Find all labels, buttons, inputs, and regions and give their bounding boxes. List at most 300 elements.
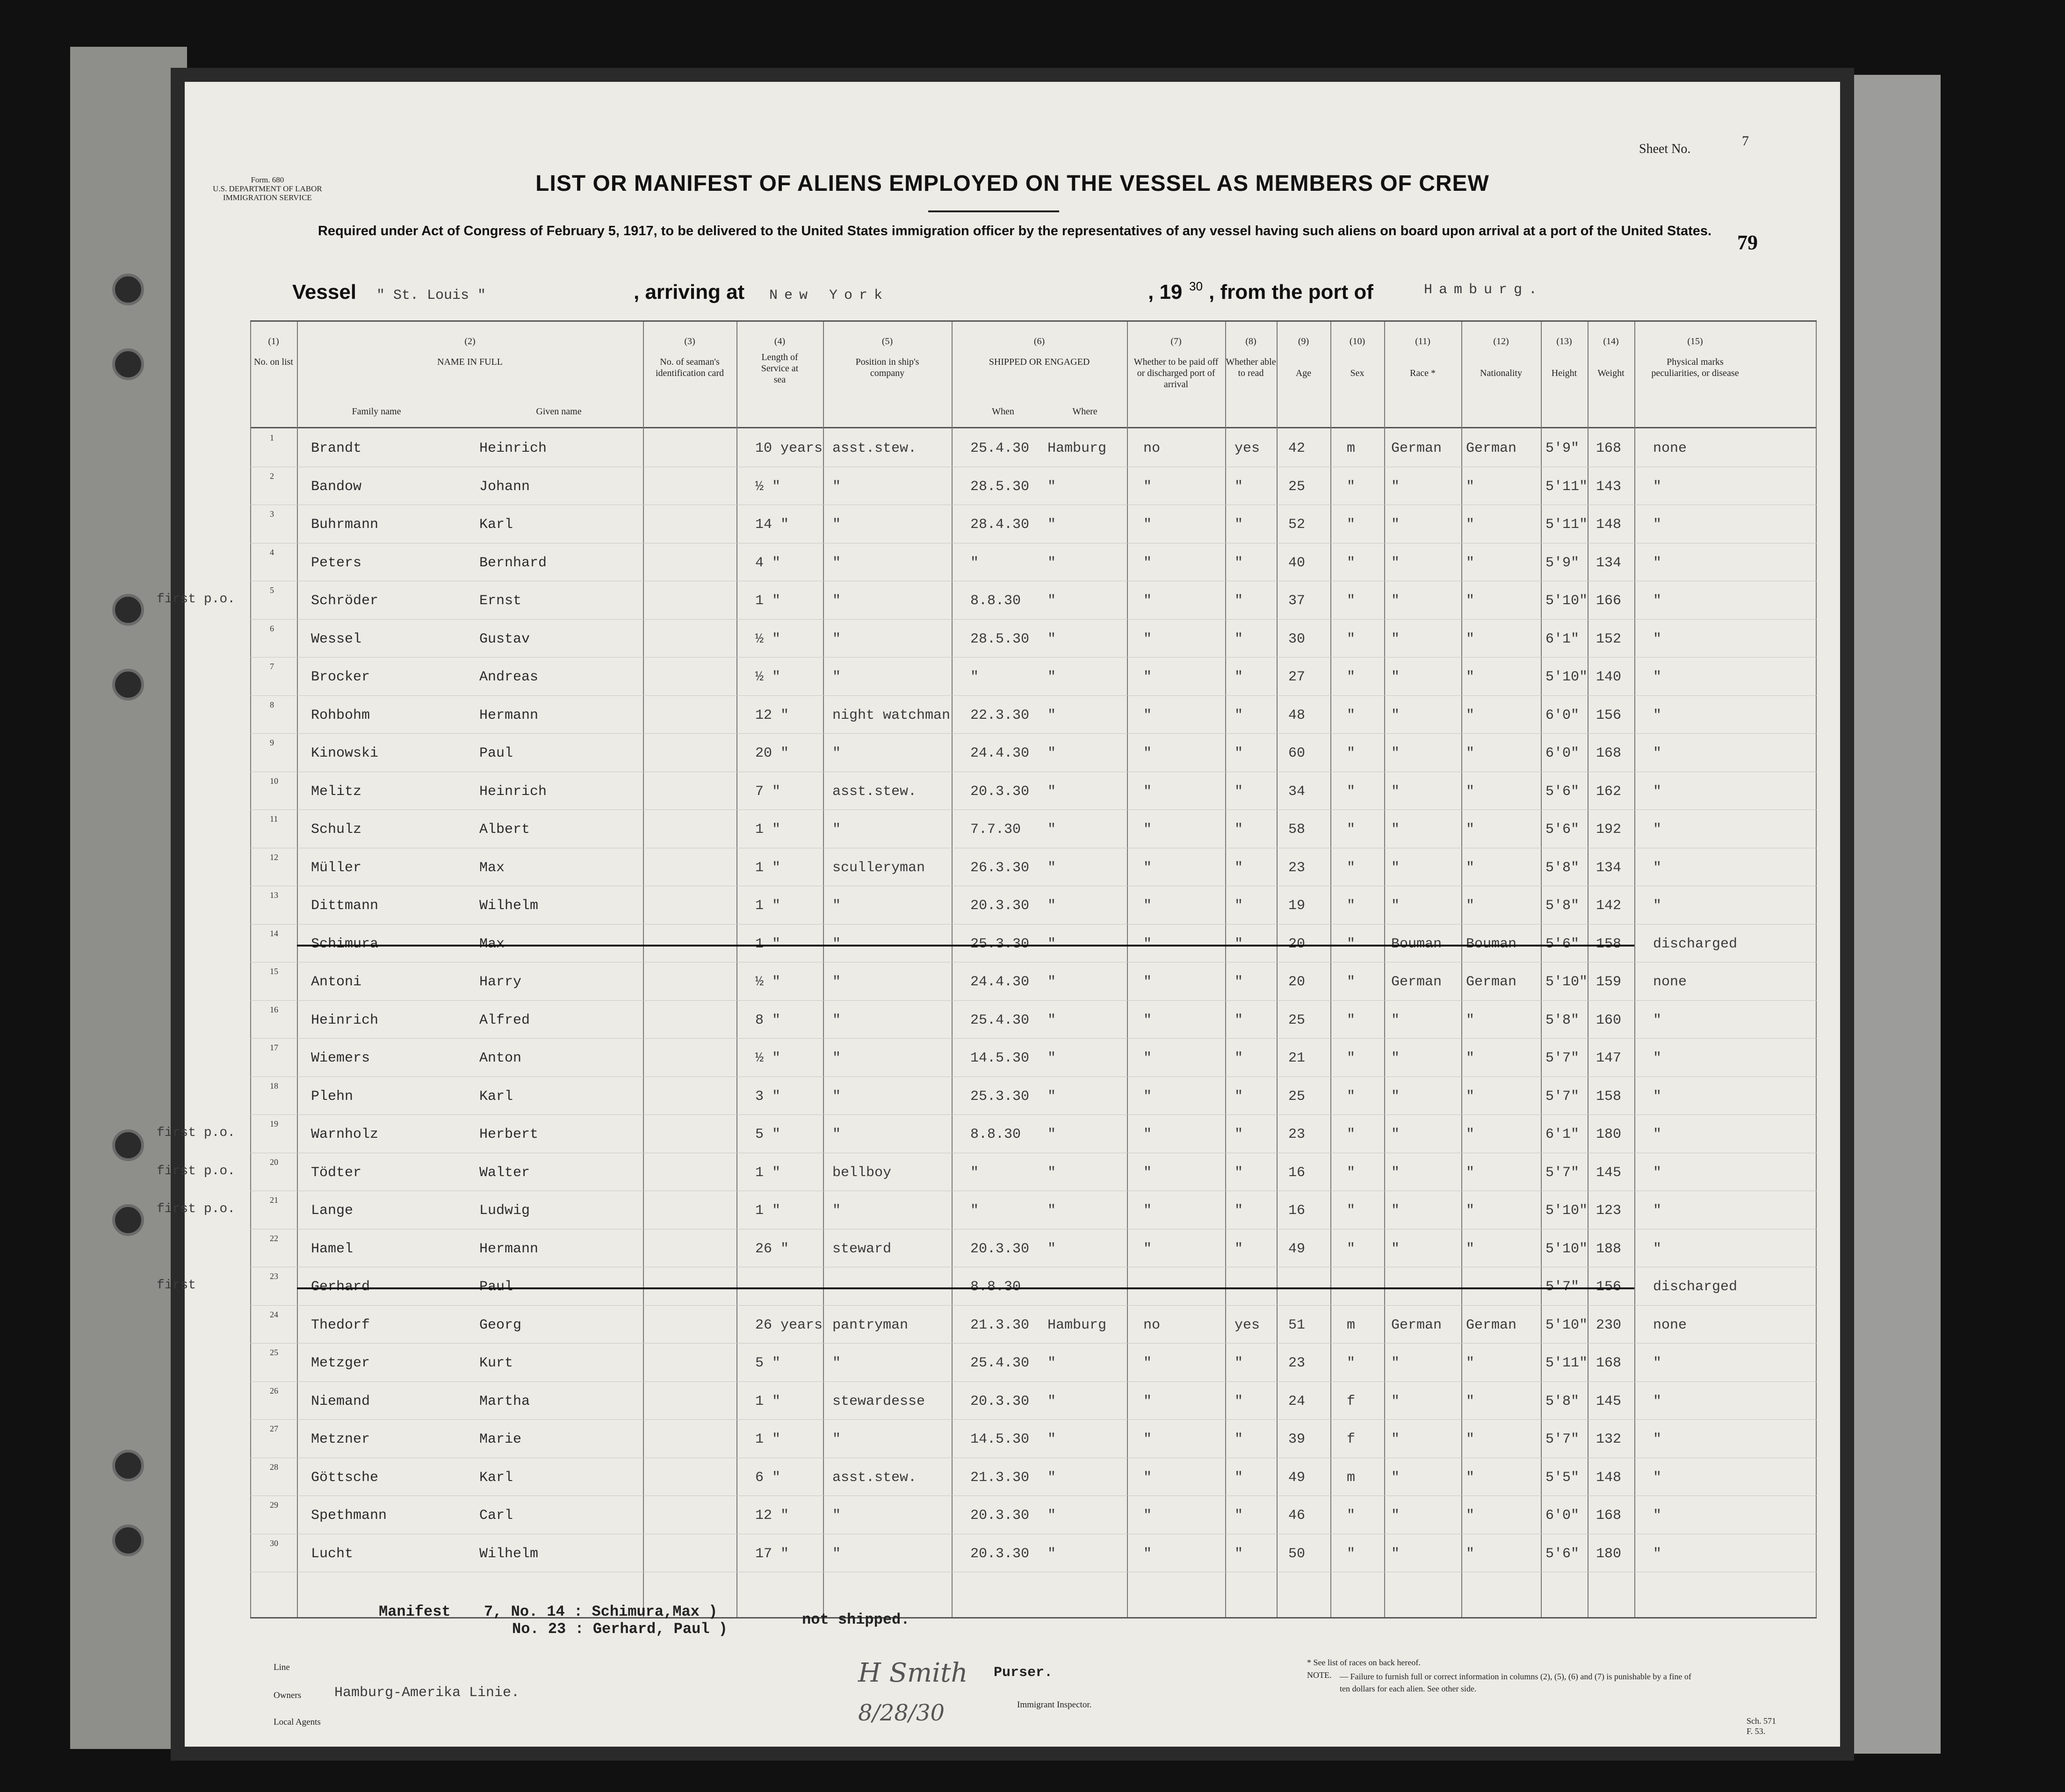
height: 5'6" [1545,936,1580,952]
row-number: 14 [270,928,278,938]
shipped-when: 28.5.30 [970,631,1030,647]
position: asst.stew. [832,441,917,456]
race: Bouman [1391,936,1442,952]
nationality: " [1466,1127,1475,1142]
given-name: Wilhelm [479,898,539,914]
race: " [1391,1164,1400,1181]
from-label: , from the port of [1209,281,1373,303]
weight: 148 [1596,517,1622,533]
inspector-label: Immigrant Inspector. [1017,1700,1092,1710]
physical-marks: " [1653,1431,1662,1447]
given-name: Andreas [479,669,539,685]
shipped-when: 25.4.30 [970,1355,1030,1371]
service-length: 1 " [755,1164,781,1181]
physical-marks: " [1653,745,1662,761]
shipped-where: " [1047,1355,1056,1371]
service-length: 26 years [755,1317,823,1333]
paid-off: " [1143,936,1152,952]
table-row [157,1154,1817,1192]
col-header-weight: (14) Weight [1597,336,1625,378]
service-length: ½ " [755,631,781,647]
sex: " [1347,1012,1356,1028]
nationality: Bouman [1466,936,1517,952]
shipped-where: " [1047,936,1056,952]
race: " [1391,631,1400,647]
shipped-when: 20.3.30 [970,1546,1030,1562]
paid-off: " [1143,1431,1152,1447]
position: " [832,593,841,609]
table-row [250,468,1817,506]
service-length: 5 " [755,1127,781,1142]
form-code: F. 53. [1747,1727,1766,1736]
shipped-when: 26.3.30 [970,860,1030,876]
margin-note: first p.o. [157,1163,236,1178]
family-name: Tödter [311,1164,362,1181]
shipped-where: " [1047,783,1056,800]
nationality: " [1466,555,1475,571]
row-rule [250,1038,1817,1039]
margin-note: first p.o. [157,1202,236,1216]
shipped-where: " [1047,1546,1056,1562]
physical-marks: none [1653,974,1687,990]
table-row [250,1001,1817,1040]
row-rule [250,924,1817,925]
family-name: Lucht [311,1546,354,1562]
shipped-when: 25.3.30 [970,1088,1030,1105]
shipped-when: 14.5.30 [970,1050,1030,1066]
able-to-read: " [1235,974,1243,990]
able-to-read: " [1235,1508,1243,1524]
sheet-number: 7 [1742,133,1749,149]
service-length: 14 " [755,517,789,533]
paid-off: " [1143,1393,1152,1409]
header-rule [250,427,1817,428]
height: 5'8" [1545,898,1580,914]
family-name: Thedorf [311,1317,370,1333]
row-number: 9 [270,738,274,747]
paid-off: " [1143,1050,1152,1066]
shipped-where: " [1047,1203,1056,1219]
height: 5'9" [1545,555,1580,571]
position: asst.stew. [832,783,917,800]
paid-off: " [1143,1164,1152,1181]
margin-note: first p.o. [157,1126,236,1140]
sex: m [1347,1317,1356,1333]
able-to-read: " [1235,631,1243,647]
able-to-read: " [1235,1469,1243,1486]
age: 23 [1288,1355,1306,1371]
given-name: Paul [479,745,513,761]
shipped-where: " [1047,1012,1056,1028]
height: 5'6" [1545,783,1580,800]
service-length: 20 " [755,745,789,761]
age: 21 [1288,1050,1306,1066]
age: 27 [1288,669,1306,685]
height: 5'10" [1545,974,1588,990]
sex: m [1347,441,1356,456]
paid-off: no [1143,441,1161,456]
physical-marks: " [1653,1546,1662,1562]
manifest-note-status: not shipped. [802,1611,910,1628]
age: 16 [1288,1164,1306,1181]
age: 16 [1288,1203,1306,1219]
schedule-number: Sch. 571 [1747,1716,1776,1726]
manifest-note-line2: No. 23 : Gerhard, Paul ) [512,1620,728,1638]
height: 5'6" [1545,822,1580,838]
height: 5'7" [1545,1050,1580,1066]
height: 5'6" [1545,1546,1580,1562]
nationality: " [1466,783,1475,800]
paid-off: " [1143,478,1152,495]
given-name: Anton [479,1050,522,1066]
row-number: 3 [270,509,274,519]
nationality: " [1466,478,1475,495]
shipped-where: " [1047,1241,1056,1257]
row-number: 16 [270,1004,278,1014]
race: German [1391,1317,1442,1333]
able-to-read: " [1235,478,1243,495]
physical-marks: " [1653,822,1662,838]
nationality: " [1466,1050,1475,1066]
page-subtitle: Required under Act of Congress of February 5, 1917, to be delivered to the United States immigration officer by the representatives of any vessel having such aliens on board upon arrival at a port of the United States. [318,224,1712,238]
height: 6'0" [1545,745,1580,761]
service-length: 12 " [755,707,789,723]
paid-off: " [1143,517,1152,533]
sex: " [1347,860,1356,876]
row-number: 8 [270,700,274,709]
col-header-sex: (10) Sex [1349,336,1365,378]
sex: " [1347,783,1356,800]
position: " [832,898,841,914]
position: " [832,478,841,495]
row-number: 30 [270,1538,278,1548]
weight: 168 [1596,745,1622,761]
height: 5'5" [1545,1469,1580,1486]
nationality: " [1466,1164,1475,1181]
family-name: Lange [311,1203,354,1219]
service-length: 1 " [755,593,781,609]
weight: 152 [1596,631,1622,647]
family-name: Metzner [311,1431,370,1447]
nationality: " [1466,1393,1475,1409]
shipped-when: 21.3.30 [970,1469,1030,1486]
nationality: German [1466,974,1517,990]
arriving-label: , arriving at [634,281,745,303]
given-name: Ernst [479,593,522,609]
given-name: Heinrich [479,441,547,456]
sex: " [1347,1050,1356,1066]
shipped-when: 20.3.30 [970,898,1030,914]
position: " [832,1012,841,1028]
col-header-nationality: (12) Nationality [1480,336,1522,378]
nationality: " [1466,745,1475,761]
col-header-height: (13) Height [1551,336,1577,378]
family-name: Melitz [311,783,362,800]
nationality: " [1466,593,1475,609]
physical-marks: " [1653,1127,1662,1142]
race: " [1391,1203,1400,1219]
shipped-where: " [1047,860,1056,876]
race: " [1391,1050,1400,1066]
race: " [1391,822,1400,838]
sex: " [1347,745,1356,761]
note-text: — Failure to furnish full or correct information in columns (2), (5), (6) and (7) is punishable by a fine of ten dollars for each alien. See other side. [1340,1672,1691,1693]
able-to-read: " [1235,898,1243,914]
able-to-read: yes [1235,441,1260,456]
age: 42 [1288,441,1306,456]
family-name: Brocker [311,669,370,685]
nationality: German [1466,1317,1517,1333]
race: " [1391,707,1400,723]
height: 5'11" [1545,1355,1588,1371]
shipped-where: " [1047,1127,1056,1142]
given-name: Paul [479,1279,513,1295]
race: " [1391,669,1400,685]
able-to-read: " [1235,822,1243,838]
physical-marks: " [1653,1203,1662,1219]
race: " [1391,555,1400,571]
sex: " [1347,1203,1356,1219]
position: " [832,1508,841,1524]
paid-off: " [1143,1088,1152,1105]
manifest-sheet [157,82,1840,1747]
position: " [832,1088,841,1105]
able-to-read: " [1235,1431,1243,1447]
able-to-read: " [1235,936,1243,952]
able-to-read: " [1235,517,1243,533]
row-number: 18 [270,1081,278,1091]
nationality: " [1466,669,1475,685]
shipped-where: " [1047,631,1056,647]
sex: " [1347,669,1356,685]
race: " [1391,898,1400,914]
table-row [157,1115,1817,1154]
age: 49 [1288,1469,1306,1486]
weight: 159 [1596,974,1622,990]
physical-marks: " [1653,1508,1662,1524]
position: steward [832,1241,892,1257]
nationality: German [1466,441,1517,456]
able-to-read: " [1235,745,1243,761]
service-length: 1 " [755,1431,781,1447]
nationality: " [1466,1241,1475,1257]
height: 5'10" [1545,1241,1588,1257]
shipped-when: 28.5.30 [970,478,1030,495]
paid-off: " [1143,1241,1152,1257]
height: 5'10" [1545,669,1588,685]
height: 5'10" [1545,1317,1588,1333]
age: 23 [1288,1127,1306,1142]
family-name: Plehn [311,1088,354,1105]
race: " [1391,478,1400,495]
margin-note: first p.o. [157,592,236,607]
shipped-when: 24.4.30 [970,745,1030,761]
form-service: IMMIGRATION SERVICE [223,193,312,202]
service-length: 3 " [755,1088,781,1105]
sex: " [1347,1164,1356,1181]
race: German [1391,441,1442,456]
nationality: " [1466,1012,1475,1028]
age: 19 [1288,898,1306,914]
age: 48 [1288,707,1306,723]
sex: " [1347,822,1356,838]
able-to-read: " [1235,593,1243,609]
page-title: LIST OR MANIFEST OF ALIENS EMPLOYED ON THE VESSEL AS MEMBERS OF CREW [535,171,1489,196]
table-row [250,963,1817,1001]
binder-hole [112,274,144,305]
service-length: ½ " [755,669,781,685]
weight: 142 [1596,898,1622,914]
arriving-port: New York [769,288,889,303]
given-name: Wilhelm [479,1546,539,1562]
given-name: Georg [479,1317,522,1333]
family-name: Müller [311,860,362,876]
physical-marks: discharged [1653,1279,1738,1295]
sex: " [1347,707,1356,723]
service-length: 17 " [755,1546,789,1562]
age: 52 [1288,517,1306,533]
service-length: ½ " [755,478,781,495]
row-number: 27 [270,1424,278,1433]
row-number: 29 [270,1500,278,1510]
shipped-where: " [1047,974,1056,990]
position: asst.stew. [832,1469,917,1486]
weight: 180 [1596,1127,1622,1142]
table-row [250,1496,1817,1535]
age: 20 [1288,974,1306,990]
table-row [250,544,1817,582]
weight: 162 [1596,783,1622,800]
age: 39 [1288,1431,1306,1447]
race: " [1391,1355,1400,1371]
col-header-race: (11) Race * [1410,336,1436,378]
able-to-read: " [1235,707,1243,723]
nationality: " [1466,898,1475,914]
age: 50 [1288,1546,1306,1562]
service-length: 5 " [755,1355,781,1371]
owners-value: Hamburg-Amerika Linie. [334,1685,520,1701]
row-rule [250,1000,1817,1001]
year-prefix: , 19 [1148,281,1183,303]
family-name: Wessel [311,631,362,647]
binder-hole [112,594,144,626]
given-name: Max [479,860,505,876]
row-rule [250,695,1817,696]
height: 5'8" [1545,860,1580,876]
crew-table [157,320,1817,1619]
physical-marks: " [1653,1241,1662,1257]
position: pantryman [832,1317,909,1333]
weight: 158 [1596,1088,1622,1105]
shipped-when: 8.8.30 [970,593,1021,609]
shipped-where: " [1047,555,1056,571]
height: 5'7" [1545,1088,1580,1105]
age: 30 [1288,631,1306,647]
given-name: Walter [479,1164,530,1181]
shipped-where: " [1047,822,1056,838]
family-name: Kinowski [311,745,379,761]
col-header-list-no: (1) No. on list [254,336,293,367]
shipped-when: 25.4.30 [970,1012,1030,1028]
given-name: Ludwig [479,1203,530,1219]
physical-marks: " [1653,669,1662,685]
family-name: Göttsche [311,1469,379,1486]
row-number: 6 [270,623,274,633]
height: 5'10" [1545,593,1588,609]
height: 6'1" [1545,631,1580,647]
height: 5'10" [1545,1203,1588,1219]
table-row [250,1344,1817,1382]
shipped-when: 8.8.30 [970,1279,1021,1295]
service-length: 1 " [755,1203,781,1219]
paid-off: " [1143,555,1152,571]
age: 34 [1288,783,1306,800]
race-footnote: * See list of races on back hereof. [1307,1658,1421,1667]
paid-off: " [1143,631,1152,647]
able-to-read: " [1235,555,1243,571]
nationality: " [1466,1546,1475,1562]
given-name: Kurt [479,1355,513,1371]
position: stewardesse [832,1393,925,1409]
table-row [250,925,1817,963]
height: 6'1" [1545,1127,1580,1142]
age: 40 [1288,555,1306,571]
nationality: " [1466,1203,1475,1219]
weight: 180 [1596,1546,1622,1562]
row-rule [250,1419,1817,1420]
shipped-where: " [1047,1164,1056,1181]
family-name: Schröder [311,593,379,609]
position: " [832,1546,841,1562]
paid-off: " [1143,707,1152,723]
table-row [250,734,1817,773]
age: 20 [1288,936,1306,952]
given-name: Marie [479,1431,522,1447]
shipped-when: " [970,1203,979,1219]
position: " [832,745,841,761]
row-number: 10 [270,776,278,786]
shipped-where: " [1047,593,1056,609]
from-port: Hamburg. [1424,282,1544,298]
physical-marks: " [1653,1469,1662,1486]
vessel-name: " St. Louis " [376,288,486,303]
service-length: 26 " [755,1241,789,1257]
col-header-where: Where [1072,406,1097,417]
family-name: Niemand [311,1393,370,1409]
row-rule [250,1305,1817,1306]
paid-off: " [1143,1012,1152,1028]
table-row [250,810,1817,849]
weight: 134 [1596,860,1622,876]
weight: 156 [1596,1279,1622,1295]
given-name: Karl [479,1469,513,1486]
sex: " [1347,1241,1356,1257]
weight: 168 [1596,1508,1622,1524]
row-rule [250,1343,1817,1344]
nationality: " [1466,1508,1475,1524]
height: 5'8" [1545,1393,1580,1409]
weight: 168 [1596,1355,1622,1371]
note-label: NOTE. [1307,1670,1332,1680]
family-name: Wiemers [311,1050,370,1066]
manifest-note-label: Manifest [379,1603,451,1620]
physical-marks: " [1653,1050,1662,1066]
height: 5'11" [1545,478,1588,495]
position: " [832,1355,841,1371]
owners-label: Owners [274,1691,302,1700]
col-header-shipped: (6) SHIPPED OR ENGAGED [989,336,1090,367]
race: German [1391,974,1442,990]
